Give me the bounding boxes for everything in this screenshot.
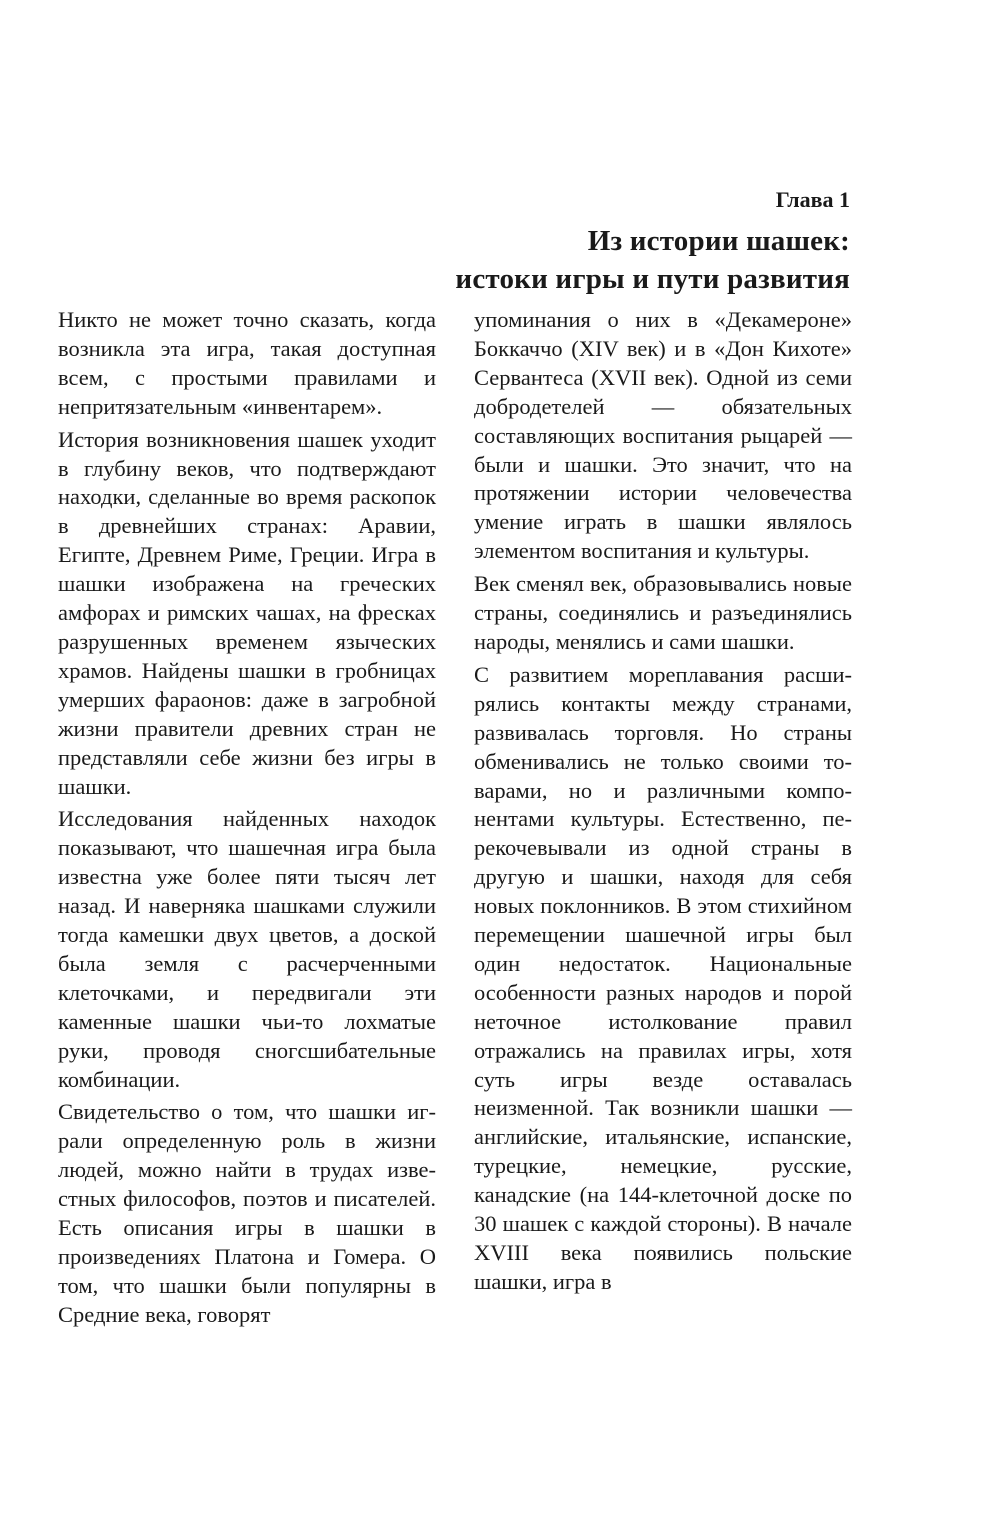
paragraph: История возникновения шашек уходит в глубину веков, что подтверждают находки, сделанные во время раскопок в древнейших странах: Аравии, Египте, Древнем Риме, Греции. Игра в шашки изображена на греческих амфорах и римских чашах, на фресках разрушенных временем языческих храмов. Найдены шашки в гробницах умерших фараонов: даже в загробной жизни правители древних стран не представляли себе жизни без игры в шашки. xyxy=(58,426,436,799)
chapter-label: Глава 1 xyxy=(775,187,850,212)
chapter-title xyxy=(290,222,850,298)
paragraph: Никто не может точно сказать, когда возникла эта игра, такая доступная всем, с простыми правилами и непритязательным «инвентарем». xyxy=(58,307,436,419)
left-text-column xyxy=(58,306,436,1334)
paragraph: упоминания о них в «Декамероне» Боккаччо (XIV век) и в «Дон Кихоте» Сервантеса (XVII век). Одной из семи добродетелей — обязательных составляющих воспитания рыцарей — были и шашки. Это значит, что на протяжении истории человечества умение играть в шашки являлось элементом воспитания и культуры. xyxy=(474,307,852,564)
chapter-title-line-2: истоки игры и пути развития xyxy=(455,263,850,295)
right-text-column xyxy=(474,306,852,1301)
paragraph: С развитием мореплавания расширялись контакты между странами, развивалась торговля. Но страны обменивались не только своими товарами, но и различными компонентами культуры. Естественно, перекочевывали из одной страны в другую и шашки, находя для себя новых поклонников. В этом стихийном перемещении шашечной игры был один недостаток. Национальные особенности разных народов и порой неточное истолкование правил отражались на правилах игры, хотя суть игры везде оставалась неизменной. Так возникли шашки — английские, итальянские, испанские, турецкие, немецкие, русские, канадские (на 144-клеточной доске по 30 шашек с каждой стороны). В начале XVIII века появились польские шашки, игра в xyxy=(474,661,852,1294)
chapter-title-line-1: Из истории шашек: xyxy=(587,225,850,257)
paragraph: Свидетельство о том, что шашки играли определенную роль в жизни людей, можно найти в трудах известных философов, поэтов и писателей. Есть описания игры в шашки в произведениях Платона и Гомера. О том, что шашки были популярны в Средние века, говорят xyxy=(58,1099,436,1327)
paragraph: Исследования найденных находок показывают, что шашечная игра была известна уже более пяти тысяч лет назад. И наверняка шашками служили тогда камешки двух цветов, а доской была земля с расчерченными клеточками, и передвигали эти каменные шашки чьи-то лохматые руки, проводя сногсшибательные комбинации. xyxy=(58,806,436,1092)
paragraph: Век сменял век, образовывались новые страны, соединялись и разъединялись народы, менялись и сами шашки. xyxy=(474,571,852,654)
chapter-heading xyxy=(290,186,850,298)
